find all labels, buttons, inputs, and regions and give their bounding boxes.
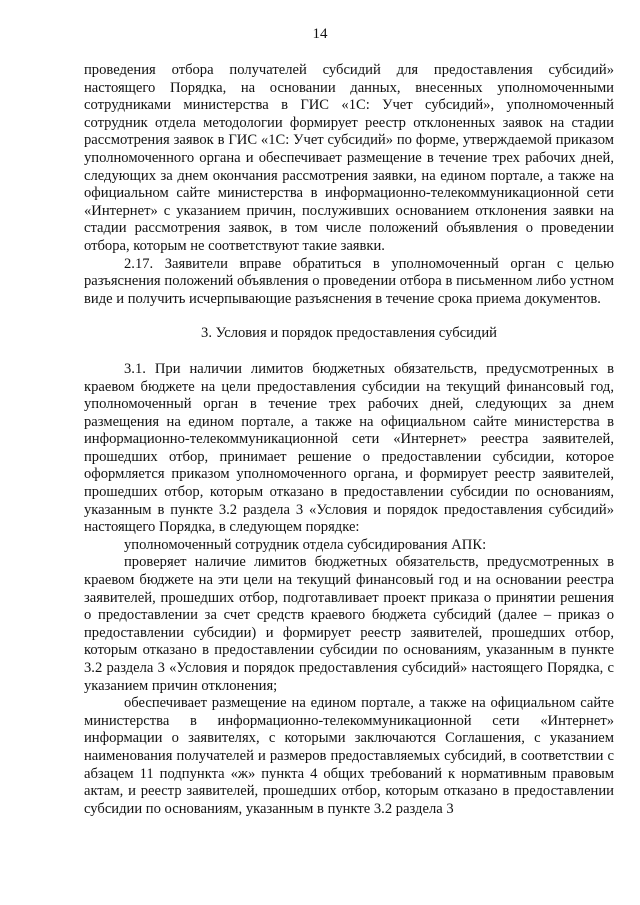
section-heading: 3. Условия и порядок предоставления субсидий [201,325,497,342]
paragraph-publication: обеспечивает размещение на едином портале, а также на официальном сайте министерства в информационно-телекоммуникационной сети «Интернет» информации о заявителях, с которыми заключаются Соглашения, с указанием наименования получателей и размеров предоставляемых субсидий, в соответствии с абзацем 11 подпункта «ж» пункта 4 общих требований к нормативным правовым актам, и реестр заявителей, прошедших отбор, которым отказано в предоставлении субсидии по основаниям, указанным в пункте 3.2 раздела 3 [84,695,614,817]
paragraph-continuation: проведения отбора получателей субсидий для предоставления субсидий» настоящего Порядка, на основании данных, внесенных уполномоченными сотрудниками министерства в ГИС «1С: Учет субсидий», уполномоченный сотрудник отдела методологии формирует реестр отклоненных заявок на стадии рассмотрения заявок в ГИС «1С: Учет субсидий» по форме, утверждаемой приказом уполномоченного органа и обеспечивает размещение в течение трех рабочих дней, следующих за днем окончания рассмотрения заявки, на едином портале, а также на официальном сайте министерства в информационно-телекоммуникационной сети «Интернет» с указанием причин, послуживших основанием отклонения заявки на стадии рассмотрения заявок, в том числе положений объявления о проведении отбора, которым не соответствуют такие заявки. [84,62,614,254]
paragraph-responsible-officer: уполномоченный сотрудник отдела субсидирования АПК: [124,536,487,553]
document-body [84,62,614,818]
paragraph-checks-limits: проверяет наличие лимитов бюджетных обязательств, предусмотренных в краевом бюджете на эти цели на текущий финансовый год и на основании реестра заявителей, прошедших отбор, подготавливает проект приказа о принятии решения о предоставлении за счет средств краевого бюджета субсидий (далее – приказ о предоставлении субсидии) и формирует реестр заявителей, прошедших отбор, которым отказано в предоставлении субсидии по основаниям, указанным в пункте 3.2 раздела 3 «Условия и порядок предоставления субсидий» настоящего Порядка, с указанием причин отклонения; [84,554,614,694]
page-number: 14 [312,26,328,42]
paragraph-3-1: 3.1. При наличии лимитов бюджетных обязательств, предусмотренных в краевом бюджете на цели предоставления субсидии на текущий финансовый год, уполномоченный орган в течение трех рабочих дней, следующих за днем размещения на едином портале, а также на официальном сайте министерства в информационно-телекоммуникационной сети «Интернет» реестра заявителей, прошедших отбор, принимает решение о предоставлении субсидии, которое оформляется приказом уполномоченного органа, и формирует реестр заявителей, прошедших отбор, которым отказано в предоставлении субсидии по основаниям, указанным в пункте 3.2 раздела 3 «Условия и порядок предоставления субсидий» настоящего Порядка, в следующем порядке: [84,360,614,536]
paragraph-2-17: 2.17. Заявители вправе обратиться в уполномоченный орган с целью разъяснения положений объявления о проведении отбора в письменном либо устном виде и получить исчерпывающие разъяснения в течение срока приема документов. [84,255,614,307]
